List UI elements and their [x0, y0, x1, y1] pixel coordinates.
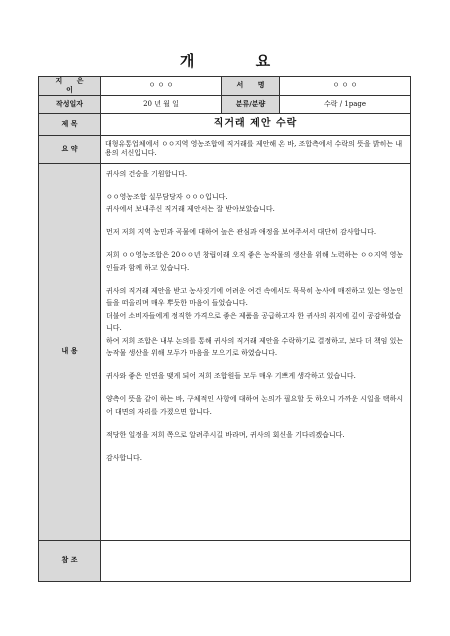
reference-row	[39, 540, 411, 581]
document-summary-table	[38, 76, 411, 582]
author-label: 지 은 이	[39, 77, 101, 96]
content-paragraph: 양측이 뜻을 같이 하는 바, 구체적인 사항에 대하여 논의가 필요할 듯 하오니 가까운 시일을 택하시어 대면의 자리를 가졌으면 합니다.	[106, 395, 404, 416]
content-body	[101, 163, 411, 540]
subject-row	[39, 113, 411, 135]
content-paragraph: 귀사의 건승을 기원합니다.	[106, 169, 188, 178]
page-title: 개 요	[179, 52, 299, 70]
subject-value: 직거래 제안 수락	[101, 113, 411, 135]
content-row	[39, 163, 411, 540]
content-paragraph: 귀사에서 보내주신 직거래 제안서는 잘 받아보았습니다.	[106, 205, 275, 213]
content-paragraph: ㅇㅇ영농조합 실무담당자 ㅇㅇㅇ입니다.	[106, 192, 228, 201]
content-paragraph: 더불어 소비자들에게 정직한 가격으로 좋은 제품을 공급하고자 한 귀사의 취지에 깊이 공감하였습니다.	[106, 311, 401, 332]
content-label: 내 용	[39, 163, 101, 540]
category-value: 수락 / 1page	[280, 95, 411, 113]
reference-label: 참 조	[39, 540, 101, 581]
content-paragraph: 귀사의 직거래 제안을 받고 농사짓기에 어려운 여건 속에서도 묵묵히 농사에 매진하고 있는 영농인들을 떠올리며 매우 뿌듯한 마음이 들었습니다.	[106, 286, 404, 307]
author-value: ㅇ ㅇ ㅇ	[101, 77, 222, 96]
category-label: 분류/분량	[222, 95, 280, 113]
summary-label: 요 약	[39, 135, 101, 163]
author-row	[39, 77, 411, 96]
reference-value	[101, 540, 411, 581]
content-paragraph: 귀사와 좋은 인연을 맺게 되어 저희 조합원들 모두 매우 기쁘게 생각하고 있습니다.	[106, 372, 356, 380]
content-paragraph: 감사합니다.	[106, 453, 143, 462]
content-paragraph: 하여 저희 조합은 내부 논의를 통해 귀사의 직거래 제안을 수락하기로 결정하고, 보다 더 책임 있는 농작물 생산을 위해 모두가 마음을 모으기로 하였습니다.	[106, 336, 404, 357]
content-paragraph: 먼저 저희 지역 농민과 곡물에 대하여 높은 관심과 애정을 보여주셔서 대단히 감사합니다.	[106, 228, 377, 236]
content-paragraph: 적당한 일정을 저희 쪽으로 알려주시길 바라며, 귀사의 회신을 기다리겠습니다.	[106, 430, 345, 439]
signature-label: 서 명	[222, 77, 280, 96]
date-value: 20 년 월 일	[101, 95, 222, 113]
subject-label: 제 목	[39, 113, 101, 135]
summary-value: 대형유통업체에서 ㅇㅇ지역 영농조합에 직거래를 제안해 온 바, 조합측에서 수락의 뜻을 밝히는 내용의 서신입니다.	[101, 135, 411, 163]
content-paragraph: 저희 ㅇㅇ영농조합은 20ㅇㅇ년 창립이래 오직 좋은 농작물의 생산을 위해 노력하는 ㅇㅇ지역 영농인들과 함께 하고 있습니다.	[106, 251, 404, 272]
summary-row	[39, 135, 411, 163]
date-label: 작성일자	[39, 95, 101, 113]
signature-value: ㅇ ㅇ ㅇ	[280, 77, 411, 96]
date-row	[39, 95, 411, 113]
